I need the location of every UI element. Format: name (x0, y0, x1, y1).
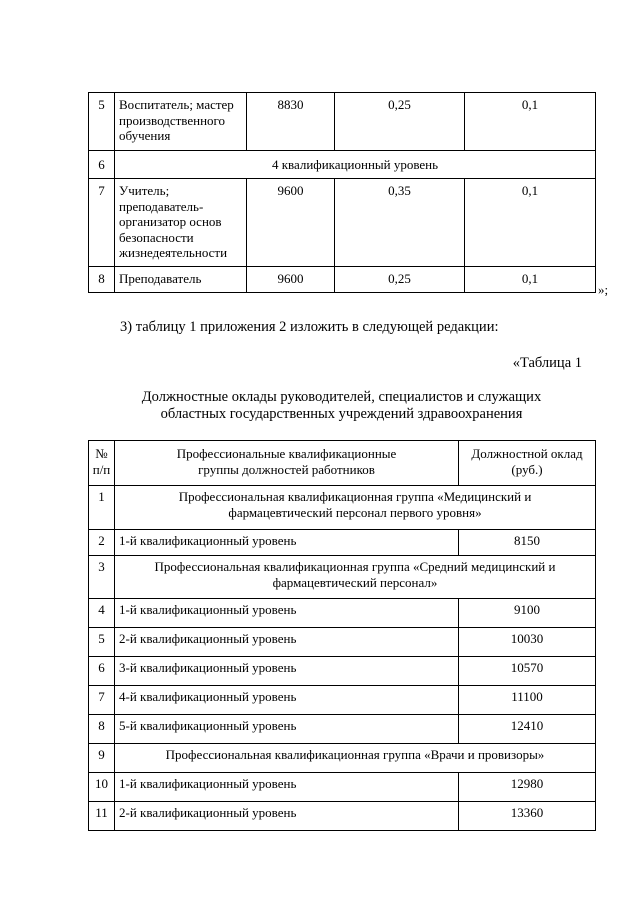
amendment-instruction: 3) таблицу 1 приложения 2 изложить в следующей редакции: (120, 319, 499, 335)
qualification-level: 4-й квалификационный уровень (115, 686, 459, 715)
table-row (89, 802, 596, 831)
qualification-level: 1-й квалификационный уровень (115, 599, 459, 628)
qualification-level: 2-й квалификационный уровень (115, 802, 459, 831)
row-number: 8 (89, 267, 115, 293)
table-row (89, 486, 596, 530)
column-header-salary: Должностной оклад (руб.) (459, 441, 596, 486)
qualification-level: 5-й квалификационный уровень (115, 715, 459, 744)
position-name: Воспитатель; мастер производственного обучения (115, 93, 247, 151)
row-number: 11 (89, 802, 115, 831)
coefficient-value: 0,1 (465, 179, 596, 267)
coefficient-value: 0,1 (465, 93, 596, 151)
qualification-level: 2-й квалификационный уровень (115, 628, 459, 657)
salary-value: 8830 (247, 93, 335, 151)
qualification-group-heading: Профессиональная квалификационная группа «Врачи и провизоры» (115, 744, 596, 773)
table-row (89, 657, 596, 686)
coefficient-value: 0,25 (335, 93, 465, 151)
salary-value: 11100 (459, 686, 596, 715)
row-number: 8 (89, 715, 115, 744)
table-row (89, 715, 596, 744)
row-number: 7 (89, 179, 115, 267)
row-number: 5 (89, 93, 115, 151)
salary-value: 10030 (459, 628, 596, 657)
row-number: 3 (89, 556, 115, 599)
salary-value: 10570 (459, 657, 596, 686)
table-title (88, 389, 595, 423)
table-row (89, 556, 596, 599)
qualification-group-heading: Профессиональная квалификационная группа «Средний медицинский и фармацевтический персонал» (115, 556, 596, 599)
row-number: 9 (89, 744, 115, 773)
continued-table (88, 92, 596, 293)
row-number: 5 (89, 628, 115, 657)
row-number: 1 (89, 486, 115, 530)
table-row (89, 773, 596, 802)
column-header-group: Профессиональные квалификационные группы должностей работников (115, 441, 459, 486)
salary-value: 12980 (459, 773, 596, 802)
table-title-line: Должностные оклады руководителей, специалистов и служащих (141, 389, 542, 405)
table-header-row (89, 441, 596, 486)
salary-table (88, 440, 596, 831)
table-title-line: областных государственных учреждений здравоохранения (160, 406, 523, 422)
table-row (89, 530, 596, 556)
salary-value: 9100 (459, 599, 596, 628)
table-row (89, 628, 596, 657)
table-row (89, 151, 596, 179)
qualification-level: 3-й квалификационный уровень (115, 657, 459, 686)
salary-value: 12410 (459, 715, 596, 744)
salary-value: 9600 (247, 179, 335, 267)
column-header-number: № п/п (89, 441, 115, 486)
salary-value: 9600 (247, 267, 335, 293)
row-number: 7 (89, 686, 115, 715)
qualification-group-heading: Профессиональная квалификационная группа «Медицинский и фармацевтический персонал первого уровня» (115, 486, 596, 530)
qualification-level: 1-й квалификационный уровень (115, 773, 459, 802)
table-row (89, 599, 596, 628)
table-row (89, 744, 596, 773)
position-name: Преподаватель (115, 267, 247, 293)
row-number: 2 (89, 530, 115, 556)
table-row (89, 93, 596, 151)
row-number: 6 (89, 657, 115, 686)
closing-quote-mark: »; (598, 282, 609, 297)
table-row (89, 179, 596, 267)
position-name: Учитель; преподаватель-организатор основ безопасности жизнедеятельности (115, 179, 247, 267)
salary-value: 8150 (459, 530, 596, 556)
row-number: 4 (89, 599, 115, 628)
qualification-level: 1-й квалификационный уровень (115, 530, 459, 556)
qualification-level-heading: 4 квалификационный уровень (115, 151, 596, 179)
table-row (89, 267, 596, 293)
table-row (89, 686, 596, 715)
coefficient-value: 0,35 (335, 179, 465, 267)
coefficient-value: 0,1 (465, 267, 596, 293)
row-number: 6 (89, 151, 115, 179)
coefficient-value: 0,25 (335, 267, 465, 293)
row-number: 10 (89, 773, 115, 802)
table-caption: «Таблица 1 (512, 355, 582, 371)
salary-value: 13360 (459, 802, 596, 831)
